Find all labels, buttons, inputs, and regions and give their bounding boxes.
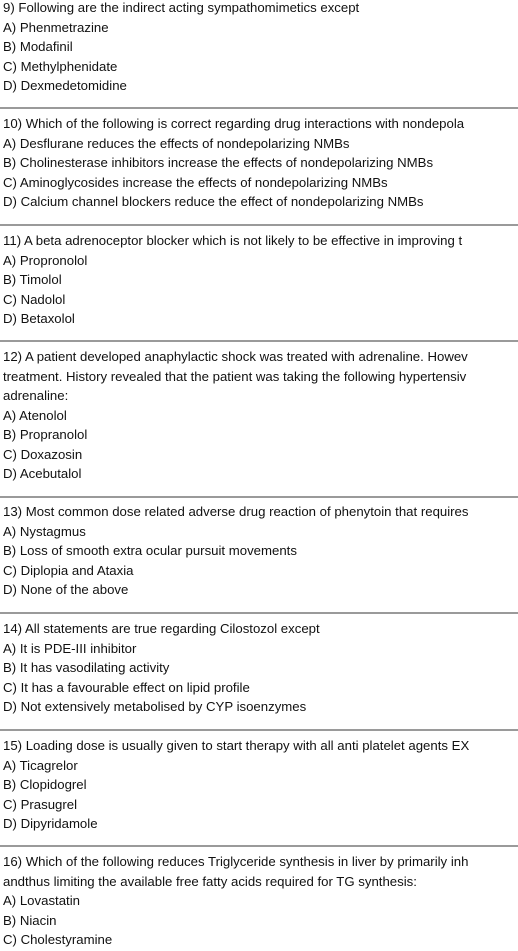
answer-option: C) Aminoglycosides increase the effects of nondepolarizing NMBs [3,174,388,190]
answer-option: D) Calcium channel blockers reduce the effect of nondepolarizing NMBs [3,194,424,209]
question-stem: 9) Following are the indirect acting sympathomimetics except [3,0,360,15]
answer-option: D) Dexmedetomidine [3,78,127,93]
question-block [3,619,518,717]
question-block [3,0,518,96]
question-divider [0,612,518,614]
answer-option: A) Desflurane reduces the effects of nondepolarizing NMBs [3,135,350,151]
question-divider [0,340,518,342]
question-stem: 13) Most common dose related adverse drug reaction of phenytoin that requires [3,504,469,519]
answer-option: B) Propranolol [3,427,88,442]
answer-option: A) Ticagrelor [3,757,78,773]
answer-option: A) Phenmetrazine [3,19,109,35]
answer-option: A) It is PDE-III inhibitor [3,640,137,656]
answer-option: A) Nystagmus [3,523,86,539]
question-block [3,736,518,834]
answer-option: C) Diplopia and Ataxia [3,562,134,578]
answer-option: D) Not extensively metabolised by CYP isoenzymes [3,699,307,714]
question-block [3,347,518,484]
answer-option: A) Atenolol [3,407,67,423]
answer-option: A) Propronolol [3,252,88,268]
question-block [3,114,518,212]
answer-option: D) None of the above [3,582,129,597]
answer-option: B) Loss of smooth extra ocular pursuit movements [3,543,297,558]
question-stem: andthus limiting the available free fatty acids required for TG synthesis: [3,873,417,889]
question-stem: treatment. History revealed that the patient was taking the following hypertensiv [3,368,467,384]
question-divider [0,496,518,498]
answer-option: C) Cholestyramine [3,932,113,947]
question-block [3,852,518,950]
answer-option: D) Acebutalol [3,466,82,481]
question-stem: 12) A patient developed anaphylactic shock was treated with adrenaline. Howev [3,349,468,364]
question-divider [0,845,518,847]
answer-option: D) Dipyridamole [3,816,98,831]
answer-option: B) Clopidogrel [3,777,87,792]
answer-option: C) Prasugrel [3,796,78,812]
question-divider [0,107,518,109]
answer-option: D) Betaxolol [3,311,75,326]
answer-option: B) Modafinil [3,39,73,54]
answer-option: B) It has vasodilating activity [3,660,170,675]
question-divider [0,729,518,731]
question-block [3,502,518,600]
question-stem: 14) All statements are true regarding Cilostozol except [3,621,320,636]
answer-option: C) Doxazosin [3,446,83,462]
answer-option: A) Lovastatin [3,893,80,908]
answer-option: B) Timolol [3,272,62,287]
question-stem: adrenaline: [3,388,69,403]
question-stem: 10) Which of the following is correct regarding drug interactions with nondepola [3,116,465,131]
answer-option: C) It has a favourable effect on lipid profile [3,679,250,695]
answer-option: B) Cholinesterase inhibitors increase the effects of nondepolarizing NMBs [3,155,434,170]
question-stem: 11) A beta adrenoceptor blocker which is not likely to be effective in improving t [3,233,463,248]
question-divider [0,224,518,226]
question-stem: 16) Which of the following reduces Triglyceride synthesis in liver by primarily inh [3,854,469,869]
question-stem: 15) Loading dose is usually given to start therapy with all anti platelet agents EX [3,738,470,753]
question-block [3,231,518,329]
answer-option: C) Methylphenidate [3,58,118,74]
answer-option: C) Nadolol [3,291,66,307]
answer-option: B) Niacin [3,912,57,928]
